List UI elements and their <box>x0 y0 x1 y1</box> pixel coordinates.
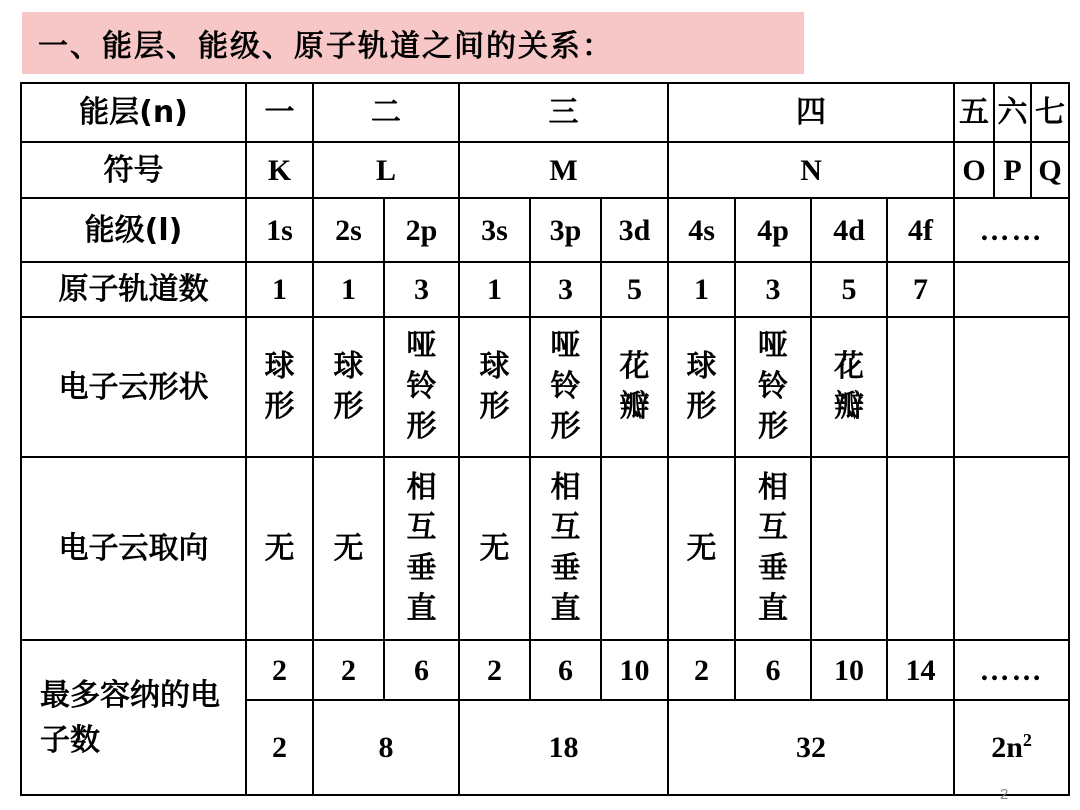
cap-2p: 6 <box>384 640 459 700</box>
label-cloud-shape: 电子云形状 <box>21 317 246 457</box>
orient-4s: 无 <box>668 457 735 640</box>
shape-2s: 球 形 <box>313 317 384 457</box>
subshell-3p: 3p <box>530 198 601 262</box>
shell-cap-1: 2 <box>246 700 313 795</box>
row-shell <box>21 83 1069 142</box>
subshell-2p: 2p <box>384 198 459 262</box>
label-shell: 能层(n) <box>21 83 246 142</box>
cap-4s: 2 <box>668 640 735 700</box>
symbol-L: L <box>313 142 459 198</box>
orbitals-2s: 1 <box>313 262 384 317</box>
cap-1s: 2 <box>246 640 313 700</box>
cap-4d: 10 <box>811 640 887 700</box>
subshell-2s: 2s <box>313 198 384 262</box>
cap-3d: 10 <box>601 640 668 700</box>
row-cloud-orientation <box>21 457 1069 640</box>
orient-2p: 相 互 垂 直 <box>384 457 459 640</box>
orbitals-4p: 3 <box>735 262 811 317</box>
cap-3s: 2 <box>459 640 530 700</box>
shell-cap-4: 32 <box>668 700 954 795</box>
subshell-4p: 4p <box>735 198 811 262</box>
shape-2p: 哑 铃 形 <box>384 317 459 457</box>
shell-3: 三 <box>459 83 668 142</box>
label-cloud-orientation: 电子云取向 <box>21 457 246 640</box>
subshell-ellipsis: …… <box>954 198 1069 262</box>
page-number: 2 <box>1000 786 1009 803</box>
orient-1s: 无 <box>246 457 313 640</box>
page-title: 一、能层、能级、原子轨道之间的关系： <box>22 12 804 74</box>
shell-cap-formula: $2n^2$ <box>954 700 1069 795</box>
row-orbital-count <box>21 262 1069 317</box>
symbol-Q: Q <box>1031 142 1069 198</box>
label-orbital-count: 原子轨道数 <box>21 262 246 317</box>
cap-2s: 2 <box>313 640 384 700</box>
subshell-4f: 4f <box>887 198 954 262</box>
orbitals-4f: 7 <box>887 262 954 317</box>
orbitals-3d: 5 <box>601 262 668 317</box>
orbitals-4d: 5 <box>811 262 887 317</box>
cap-ellipsis: …… <box>954 640 1069 700</box>
symbol-O: O <box>954 142 994 198</box>
row-symbol <box>21 142 1069 198</box>
orbitals-4s: 1 <box>668 262 735 317</box>
shape-4f <box>887 317 954 457</box>
row-subshell-capacity <box>21 640 1069 700</box>
shell-cap-2: 8 <box>313 700 459 795</box>
label-max-electrons: 最多容纳的电子数 <box>21 640 246 795</box>
shell-4: 四 <box>668 83 954 142</box>
shell-7: 七 <box>1031 83 1069 142</box>
cap-4p: 6 <box>735 640 811 700</box>
orient-3d <box>601 457 668 640</box>
shell-5: 五 <box>954 83 994 142</box>
shape-3s: 球 形 <box>459 317 530 457</box>
orient-blank <box>954 457 1069 640</box>
label-symbol: 符号 <box>21 142 246 198</box>
orbitals-3p: 3 <box>530 262 601 317</box>
subshell-3s: 3s <box>459 198 530 262</box>
row-cloud-shape <box>21 317 1069 457</box>
symbol-M: M <box>459 142 668 198</box>
cap-4f: 14 <box>887 640 954 700</box>
shape-4p: 哑 铃 形 <box>735 317 811 457</box>
shell-2: 二 <box>313 83 459 142</box>
shape-4s: 球 形 <box>668 317 735 457</box>
orbitals-3s: 1 <box>459 262 530 317</box>
shell-1: 一 <box>246 83 313 142</box>
orient-4d <box>811 457 887 640</box>
symbol-N: N <box>668 142 954 198</box>
orient-3s: 无 <box>459 457 530 640</box>
subshell-4s: 4s <box>668 198 735 262</box>
shape-blank <box>954 317 1069 457</box>
symbol-P: P <box>994 142 1031 198</box>
orient-2s: 无 <box>313 457 384 640</box>
shape-3d: 花 瓣 <box>601 317 668 457</box>
shape-1s: 球 形 <box>246 317 313 457</box>
subshell-3d: 3d <box>601 198 668 262</box>
cap-3p: 6 <box>530 640 601 700</box>
shell-cap-3: 18 <box>459 700 668 795</box>
shape-4d: 花 瓣 <box>811 317 887 457</box>
subshell-1s: 1s <box>246 198 313 262</box>
row-subshell <box>21 198 1069 262</box>
symbol-K: K <box>246 142 313 198</box>
subshell-4d: 4d <box>811 198 887 262</box>
orbitals-1s: 1 <box>246 262 313 317</box>
label-subshell: 能级(l) <box>21 198 246 262</box>
orient-4p: 相 互 垂 直 <box>735 457 811 640</box>
shell-6: 六 <box>994 83 1031 142</box>
orient-4f <box>887 457 954 640</box>
orient-3p: 相 互 垂 直 <box>530 457 601 640</box>
shell-subshell-table <box>20 82 1070 796</box>
orbitals-2p: 3 <box>384 262 459 317</box>
orbitals-blank <box>954 262 1069 317</box>
shape-3p: 哑 铃 形 <box>530 317 601 457</box>
